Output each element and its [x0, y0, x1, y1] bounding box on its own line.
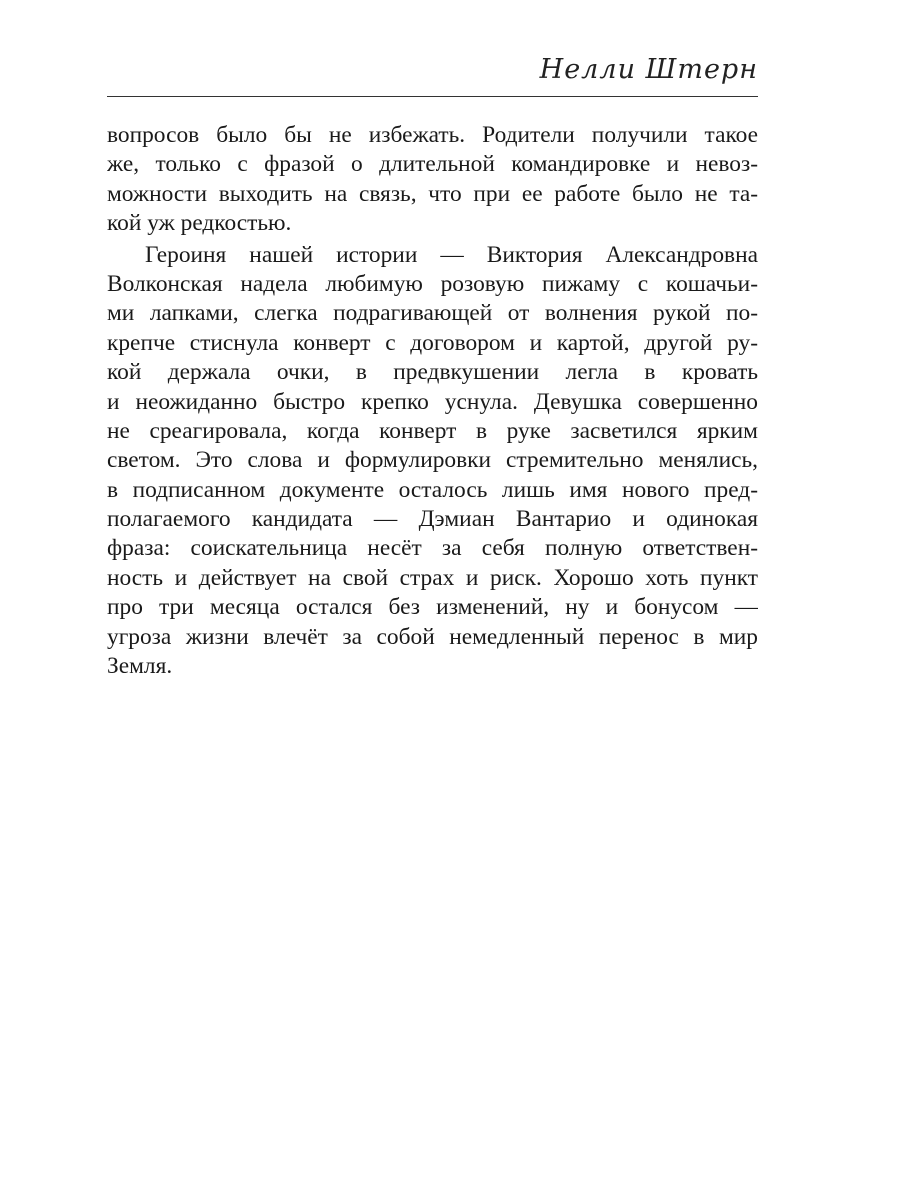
text-line: Волконская надела любимую розовую пижаму с кошачьи- [107, 270, 758, 297]
text-line: ность и действует на свой страх и риск. Хорошо хоть пункт [107, 564, 758, 591]
text-line: светом. Это слова и формулировки стремительно менялись, [107, 447, 758, 474]
text-line: кой уж редкостью. [107, 210, 292, 237]
running-header [107, 50, 758, 97]
text-line: вопросов было бы не избежать. Родители получили такое [107, 122, 758, 148]
text-line: Земля. [107, 653, 173, 680]
text-line: ми лапками, слегка подрагивающей от волнения рукой по- [107, 300, 758, 327]
text-line: в подписанном документе осталось лишь имя нового пред- [107, 476, 758, 503]
text-line: про три месяца остался без изменений, ну и бонусом — [107, 594, 758, 621]
paragraph-2 [107, 241, 758, 682]
author-name: Нелли Штерн [539, 54, 758, 85]
text-line: можности выходить на связь, что при ее работе было не та- [107, 180, 758, 207]
text-line: и неожиданно быстро крепко уснула. Девушка совершенно [107, 388, 758, 415]
text-line: не среагировала, когда конверт в руке засветился ярким [107, 417, 758, 444]
text-line: крепче стиснула конверт с договором и картой, другой ру- [107, 329, 758, 356]
text-line: Героиня нашей истории — Виктория Александровна [145, 241, 758, 268]
text-line: фраза: соискательница несёт за себя полную ответствен- [107, 535, 758, 562]
text-line: угроза жизни влечёт за собой немедленный перенос в мир [107, 623, 758, 650]
paragraph-1 [107, 121, 758, 239]
body-text [107, 121, 758, 681]
text-line: полагаемого кандидата — Дэмиан Вантарио и одинокая [107, 506, 758, 533]
text-line: же, только с фразой о длительной командировке и невоз- [107, 151, 758, 178]
text-line: кой держала очки, в предвкушении легла в кровать [107, 359, 758, 386]
